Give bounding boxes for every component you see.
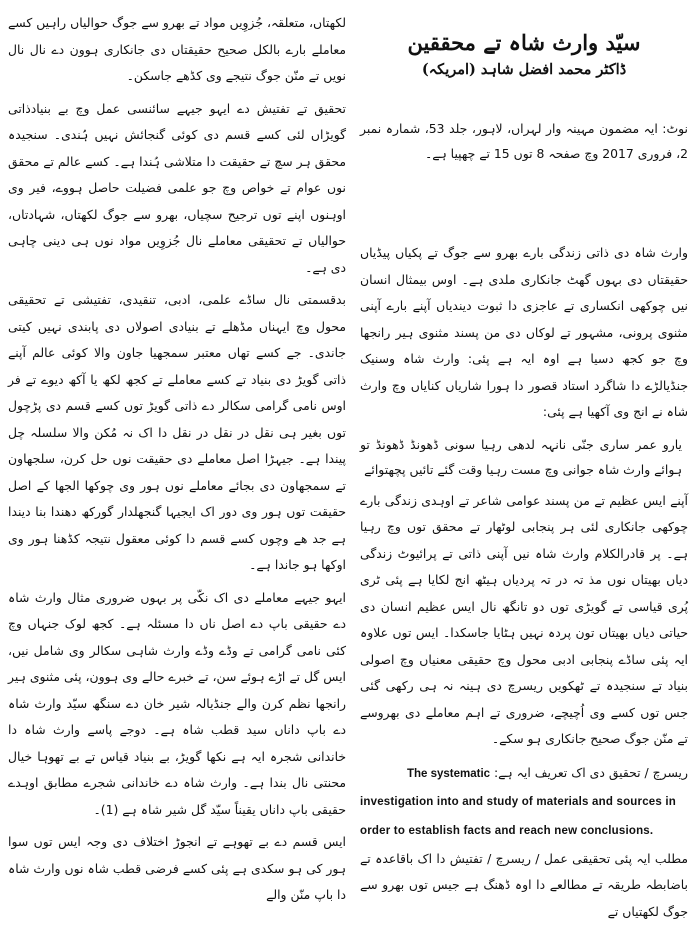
- right-paragraph-1: وارث شاہ دی ذاتی زندگی بارے بھرو سے جوگ تے پکیاں پیڈیاں حقیقتاں دی بہوں گھٹ جانکاری ملدی ہے۔ اوس بیمثال انسان نیں چوکھی انکساری تے عاجزی دا ثبوت دیندیاں آپنے بارے آپنی مثنوی پرونی، مشہور تے لوکاں دی من پسند مثنوی ہیر رانجھا وچ جو کجھ دسیا ہے اوہ ایہ ہے پئی: وارث شاہ وسنیک جنڈیالڑے دا شاگرد استاد قصور دا ہورا شاریاں کنایاں وچ وارث شاہ نے انج وی آکھیا ہے پئی:: [360, 245, 688, 419]
- definition-english-start: The systematic: [406, 767, 491, 780]
- research-definition-line: [360, 759, 688, 788]
- right-paragraph-4: مطلب ایہ پئی تحقیقی عمل / ریسرچ / تفتیش دا اک باقاعدہ تے باضابطہ طریقہ تے مطالعے دا اوہ ڈھنگ ہے جیس توں بھرو سے جوگ لکھتیاں تے: [360, 850, 688, 919]
- article-author: ڈاکٹر محمد افضل شاہد (امریکہ): [421, 61, 627, 78]
- definition-english: investigation into and study of materials and sources in order to establish facts and reach new conclusions.: [360, 795, 677, 837]
- left-paragraph-3: بدقسمتی نال ساڈے علمی، ادبی، تنقیدی، تفتیشی تے تحقیقی محول وچ ایہناں مڈھلے تے بنیادی اصولاں دی پابندی نہیں کیتی جاندی۔ جے کسے تھاں معتبر سمجھیا جاون والا کوئی عالم آپنے ذاتی گویڑ دی بنیاد تے کسے معاملے تے کجھ لکھ یا آکھ دیوے تے فر اوس نامی گرامی سکالر دے ذاتی گویڑ توں کسے قسم دی پڑچول توں بغیر ہی نقل در نقل در نقل دا اک نہ مُکن والا سلسلہ چل پیندا ہے۔ جیہڑا اصل معاملے دی حقیقت نوں حل کرن، سلجھاون تے سمجھاون دی بجائے معاملے نوں ہور وی چوکھا الجھا کے اصل حقیقت توں ہور وی دور اک ایجیہا گنجھلدار گورکھ دھندا بنا دیندا ہے جد ھے وچوں کسے قسم دا کوئی معقول نتیجہ کڈھنا ہور وی اوکھا ہو جاندا ہے۔: [8, 292, 346, 572]
- left-paragraph-2: تحقیق تے تفتیش دے ایہو جیہے سائنسی عمل وچ بے بنیادذاتی گویڑاں لئی کسے قسم دی کوئی گنجائش نہیں ہُندی۔ سنجیدہ محقق ہر سچ تے حقیقت دا متلاشی ہُندا ہے۔ کسے عالم تے محقق نوں عوام تے خواص وچ جو علمی فضیلت حاصل ہووے، فیر وی اوہنوں اپنے توں ترجیح سچیاں، بھرو سے جوگ لکھتاں، شہادتاں، حوالیاں تے تحقیقی معاملے نال جُزوِیں مواد نوں ہی دینی چاہی دی ہے۔: [8, 100, 346, 275]
- research-definition-urdu: ریسرچ / تحقیق دی اک تعریف ایہ ہے:: [494, 764, 688, 780]
- left-column: [8, 0, 346, 948]
- right-column: [360, 0, 688, 948]
- left-paragraph-5: ایس قسم دے بے تھوہے تے انجوڑ اختلاف دی وجہ ایس توں سوا ہور کی ہو سکدی ہے پئی کسے فرضی قطب شاہ نوں وارث شاہ دا باپ منّن والے: [8, 834, 346, 902]
- left-paragraph-1: لکھتاں، متعلقہ، جُزوِیں مواد تے بھرو سے جوگ حوالیاں راہیں کسے معاملے بارے بالکل صحیح حقیقتاں دی جانکاری ہوون دے نال نال نویں تے منّن جوگ نتیجے وی کڈھے جاسکن۔: [8, 15, 346, 83]
- poem-verse: یارو عمر ساری جنّی نانہہ لدھی رہیا سونی ڈھونڈ ڈھونڈ تو ہوائے وارث شاہ جوانی وچ مست رہیا وقت گئے تائیں پچھتوائے: [360, 436, 682, 477]
- left-paragraph-4: ایہو جیہے معاملے دی اک نکّی پر بہوں ضروری مثال وارث شاہ دے حقیقی باپ دے اصل ناں دا مسئلہ ہے۔ کجھ لوک جنہاں وچ کئی نامی گرامی تے وڈے وڈے وارث شاہی سکالر وی شامل نیں، ایس گل تے اڑے ہوئے سن، تے خبرے حالے وی ہوون، پئی مثنوی ہیر رانجھا نظم کرن والے جنڈیالہ شیر خان دے سنگھ سیّد وارث شاہ دے باپ داناں سید قطب شاہ ہے۔ دوجے پاسے وارث شاہ دا خاندانی شجرہ ایہ ہے نکھا گویڑ، بے بنیاد قیاس تے بے تھوہا خیال محنتی نال بندا ہے۔ وارث شاہ دے خاندانی شجرے مطابق اوہدے حقیقی باپ داناں یقیناً سیّد گل شیر شاہ ہے (1)۔: [8, 589, 346, 817]
- article-title: سیّد وارث شاہ تے محققین: [407, 30, 641, 55]
- publication-note: نوٹ: ایہ مضمون مہینہ وار لہراں، لاہور، جلد 53، شمارہ نمبر 2، فروری 2017 وچ صفحہ 8 توں 15 تے چھپیا ہے۔: [360, 121, 688, 161]
- right-paragraph-2: آپنے ایس عظیم تے من پسند عوامی شاعر تے اوہدی زندگی بارے چوکھی جانکاری لئی ہر پنجابی لوٹھار تے محقق توں وچ رہیا ہے۔ پر قادرالکلام وارث شاہ نیں آپنی ذاتی تے پرائیوٹ زندگی دیاں بھیتاں نوں مذ تہ در تہ پردیاں ہیٹھ انج لکایا ہے پئی ٹری پُری قیاسی تے گویڑی توں دو تانگھ نال ایس عظیم انسان دی حیاتی دیاں بھیتاں تون پردہ نہیں ہٹایا جاسکدا۔ ایس توں علاوہ ایہ پئی ساڈے پنجابی ادبی محول وچ حقیقی معنیاں وچ اصولی بنیاد تے سنجیدہ تے ٹھکویں ریسرچ دی ہینہ نہ ہی رکھی گئی جس توں کسے وی اُچیچے، ضروری تے اہم معاملے دی بھروسے تے منّن جوگ صحیح جانکاری ہو سکے۔: [360, 492, 688, 746]
